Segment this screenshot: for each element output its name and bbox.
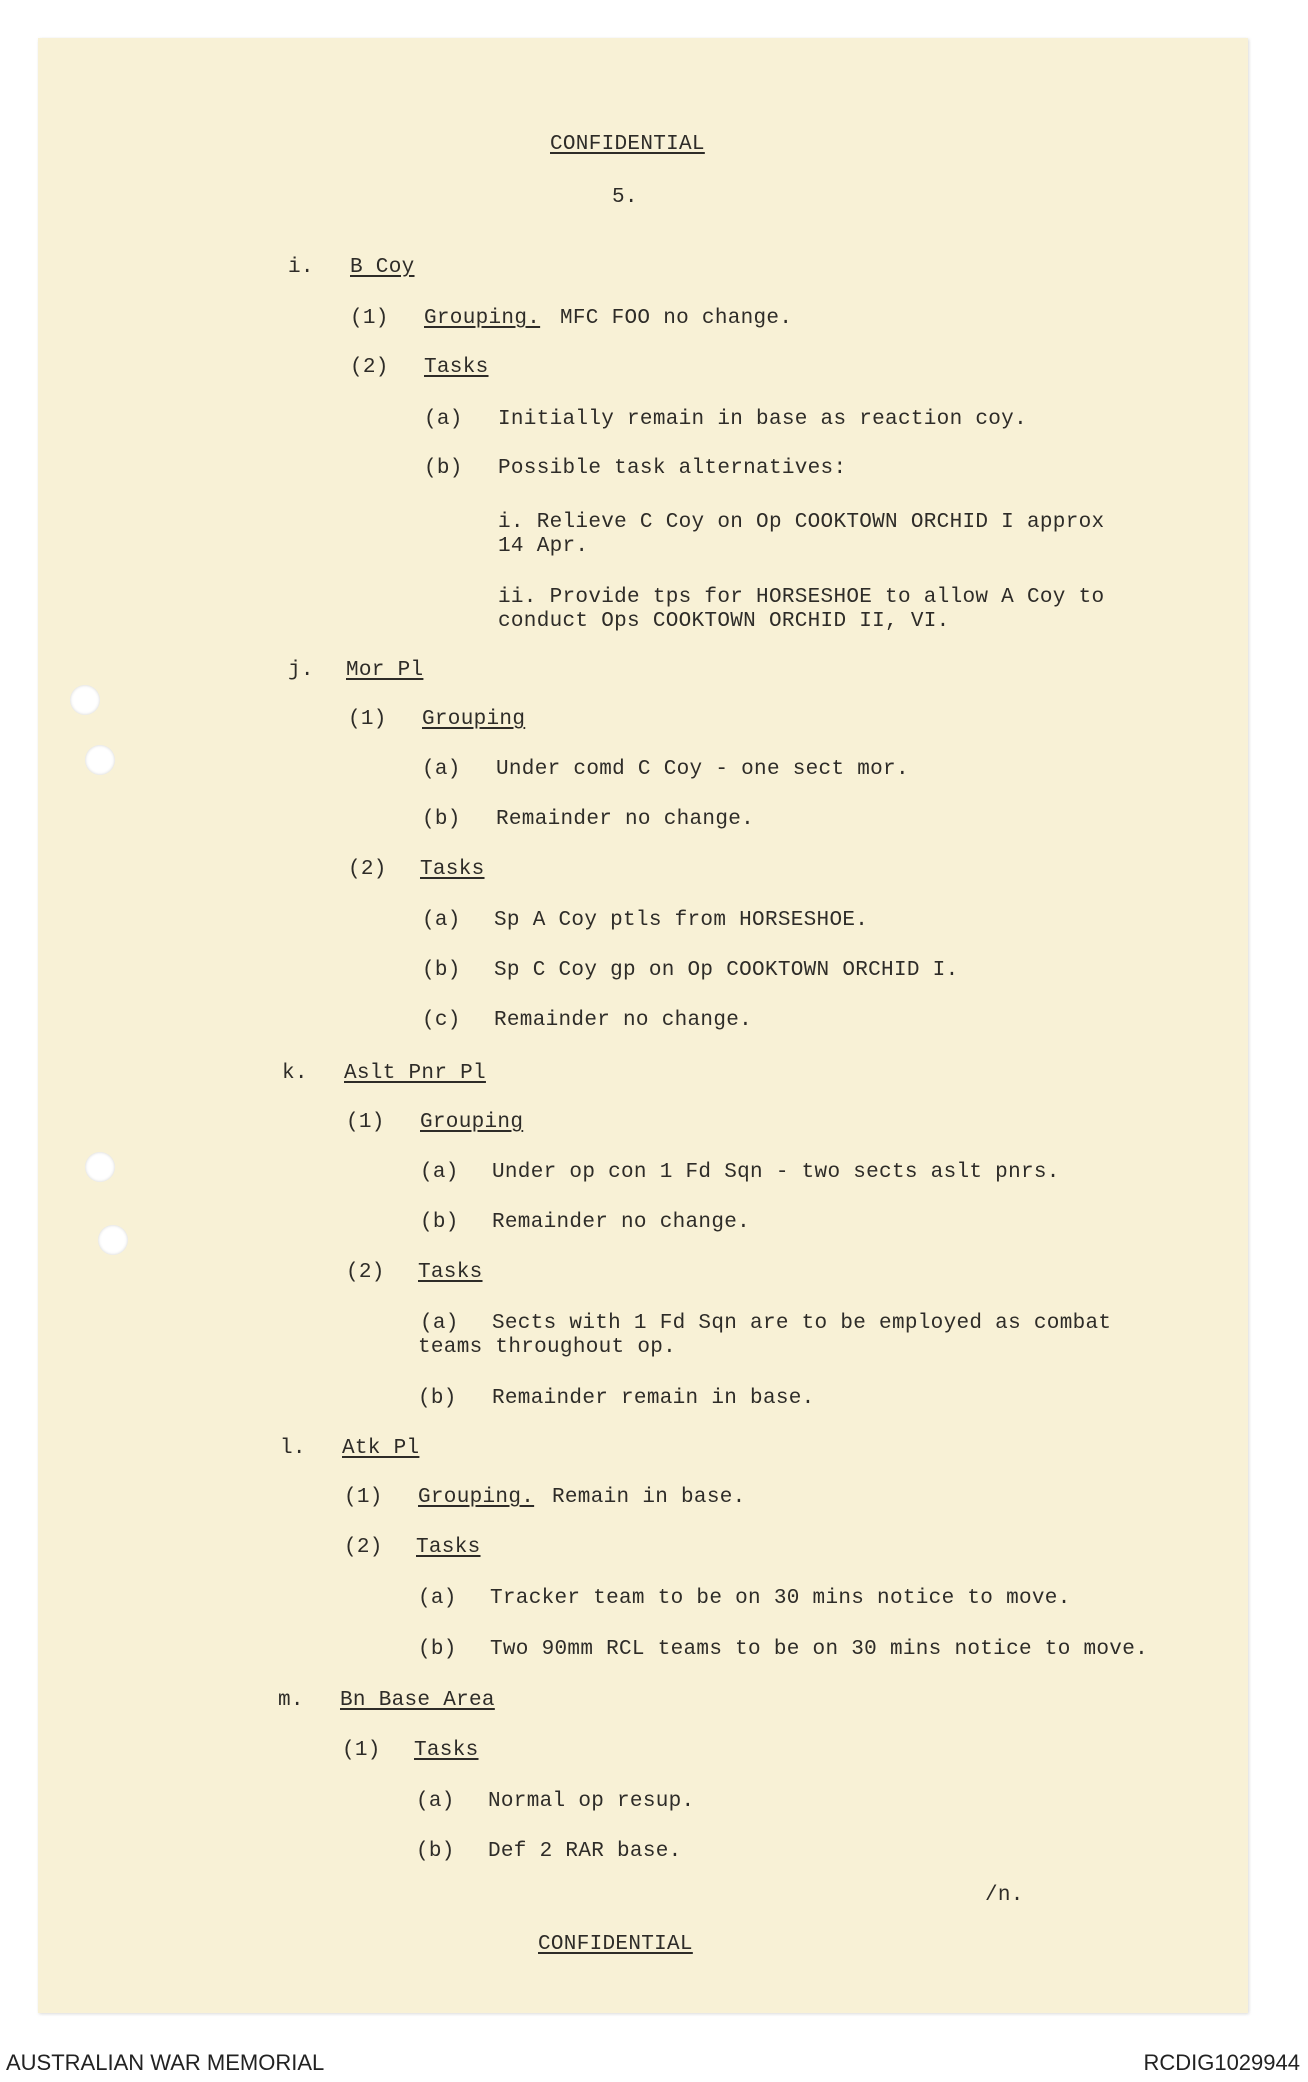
punch-hole [85,1152,115,1182]
item-text: Tracker team to be on 30 mins notice to move. [490,1587,1071,1610]
archive-institution: AUSTRALIAN WAR MEMORIAL [6,2050,325,2075]
item-marker: (a) [416,1790,455,1813]
item-marker: (a) [420,1161,459,1184]
para-marker: j. [288,659,314,682]
classification-header: CONFIDENTIAL [550,133,705,156]
grouping-text: Remain in base. [552,1486,746,1509]
sub-marker: (2) [348,858,387,881]
para-title: Aslt Pnr Pl [344,1062,486,1085]
continuation-marker: /n. [985,1884,1024,1907]
archive-reference: RCDIG1029944 [1143,2050,1300,2075]
item-marker: (b) [418,1387,457,1410]
item-text: Under op con 1 Fd Sqn - two sects aslt pnrs. [492,1161,1060,1184]
grouping-label: Grouping [420,1111,524,1134]
item-text: Sp A Coy ptls from HORSESHOE. [494,909,869,932]
item-text: Def 2 RAR base. [488,1840,682,1863]
item-text: Two 90mm RCL teams to be on 30 mins notice to move. [490,1638,1149,1661]
item-marker: (b) [418,1638,457,1661]
item-text: Remainder no change. [492,1211,751,1234]
tasks-label: Tasks [416,1536,481,1559]
sub-marker: (2) [350,356,389,379]
item-marker: (a) [418,1587,457,1610]
item-text: Sects with 1 Fd Sqn are to be employed as combat [492,1312,1112,1335]
para-marker: i. [288,256,314,279]
para-title: Atk Pl [342,1437,420,1460]
sub-marker: (1) [342,1739,381,1762]
sub-marker: (2) [346,1261,385,1284]
grouping-label: Grouping. [418,1486,535,1509]
item-text: teams throughout op. [418,1336,677,1359]
alternative-text: 14 Apr. [498,535,589,558]
tasks-label: Tasks [424,356,489,379]
tasks-label: Tasks [418,1261,483,1284]
para-marker: k. [282,1062,308,1085]
sub-marker: (1) [348,708,387,731]
item-text: Normal op resup. [488,1790,695,1813]
para-marker: l. [280,1437,306,1460]
item-marker: (b) [424,457,463,480]
grouping-label: Grouping. [424,307,541,330]
alternative-text: i. Relieve C Coy on Op COOKTOWN ORCHID I approx [498,511,1105,534]
item-marker: (a) [422,909,461,932]
tasks-label: Tasks [414,1739,479,1762]
item-text: Remainder no change. [496,808,755,831]
item-text: Initially remain in base as reaction coy. [498,408,1027,431]
sub-marker: (2) [344,1536,383,1559]
item-text: Under comd C Coy - one sect mor. [496,758,909,781]
para-title: Bn Base Area [340,1689,495,1712]
item-marker: (a) [422,758,461,781]
item-text: Remainder no change. [494,1009,753,1032]
para-title: Mor Pl [346,659,424,682]
item-text: Remainder remain in base. [492,1387,815,1410]
alternative-text: conduct Ops COOKTOWN ORCHID II, VI. [498,610,950,633]
sub-marker: (1) [344,1486,383,1509]
punch-hole [85,745,115,775]
grouping-label: Grouping [422,708,526,731]
item-text: Sp C Coy gp on Op COOKTOWN ORCHID I. [494,959,959,982]
para-title: B Coy [350,256,415,279]
para-marker: m. [278,1689,304,1712]
item-marker: (a) [424,408,463,431]
item-marker: (b) [422,808,461,831]
classification-footer: CONFIDENTIAL [538,1933,693,1956]
alternative-text: ii. Provide tps for HORSESHOE to allow A Coy to [498,586,1105,609]
tasks-label: Tasks [420,858,485,881]
item-text: Possible task alternatives: [498,457,847,480]
item-marker: (b) [420,1211,459,1234]
punch-hole [98,1225,128,1255]
page-number: 5. [612,186,638,209]
sub-marker: (1) [346,1111,385,1134]
sub-marker: (1) [350,307,389,330]
item-marker: (c) [422,1009,461,1032]
item-marker: (b) [416,1840,455,1863]
item-marker: (b) [422,959,461,982]
grouping-text: MFC FOO no change. [560,307,793,330]
punch-hole [70,685,100,715]
item-marker: (a) [420,1312,459,1335]
